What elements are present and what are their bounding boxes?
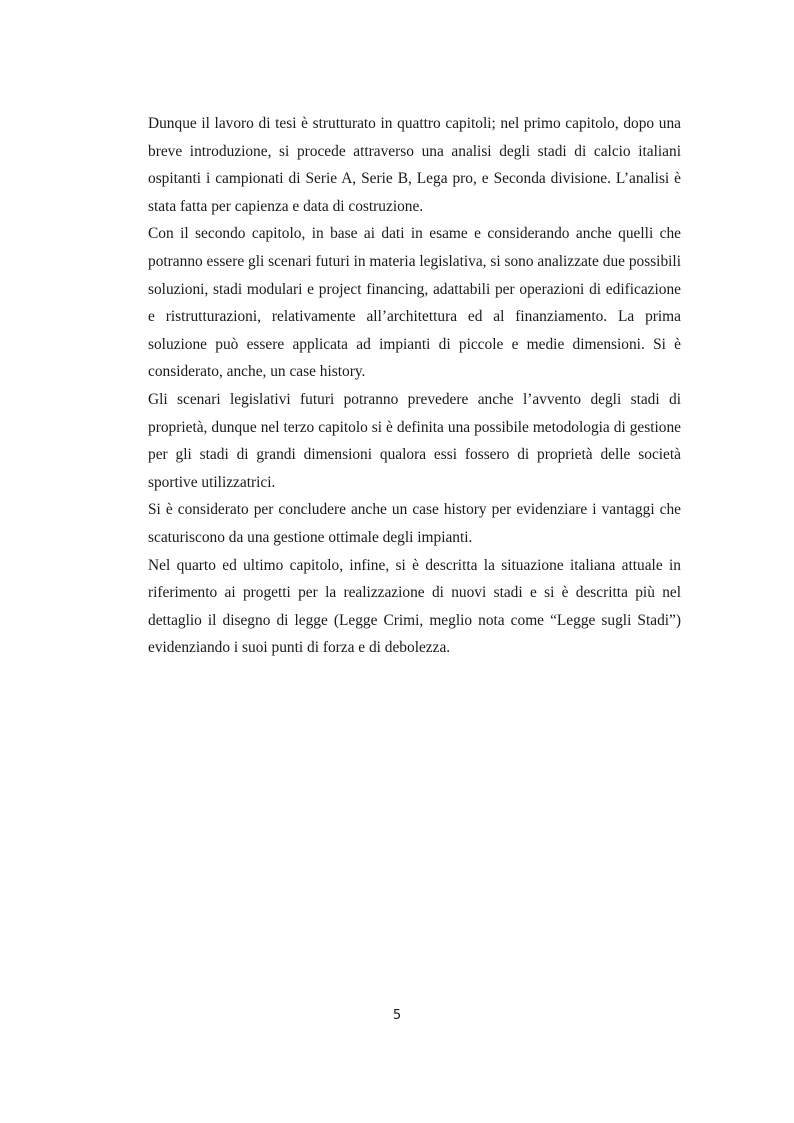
body-text [148, 110, 681, 662]
page-number: 5 [392, 1008, 402, 1023]
paragraph-second-chapter: Con il secondo capitolo, in base ai dati in esame e considerando anche quelli che potranno essere gli scenari futuri in materia legislativa, si sono analizzate due possibili soluzioni, stadi modulari e project financing, adattabili per operazioni di edificazione e ristrutturazioni, relativamente all’architettura ed al finanziamento. La prima soluzione può essere applicata ad impianti di piccole e medie dimensioni. Si è considerato, anche, un case history. [148, 225, 681, 381]
paragraph-case-history: Si è considerato per concludere anche un case history per evidenziare i vantaggi che scaturiscono da una gestione ottimale degli impianti. [148, 501, 681, 546]
paragraph-structure-intro: Dunque il lavoro di tesi è strutturato in quattro capitoli; nel primo capitolo, dopo una breve introduzione, si procede attraverso una analisi degli stadi di calcio italiani ospitanti i campionati di Serie A, Serie B, Lega pro, e Seconda divisione. L’analisi è stata fatta per capienza e data di costruzione. [148, 115, 681, 215]
paragraph-third-chapter: Gli scenari legislativi futuri potranno prevedere anche l’avvento degli stadi di proprietà, dunque nel terzo capitolo si è definita una possibile metodologia di gestione per gli stadi di grandi dimensioni qualora essi fossero di proprietà delle società sportive utilizzatrici. [148, 390, 681, 491]
paragraph-fourth-chapter: Nel quarto ed ultimo capitolo, infine, si è descritta la situazione italiana attuale in riferimento ai progetti per la realizzazione di nuovi stadi e si è descritta più nel dettaglio il disegno di legge (Legge Crimi, meglio nota come “Legge sugli Stadi”) evidenziando i suoi punti di forza e di debolezza. [148, 556, 681, 657]
